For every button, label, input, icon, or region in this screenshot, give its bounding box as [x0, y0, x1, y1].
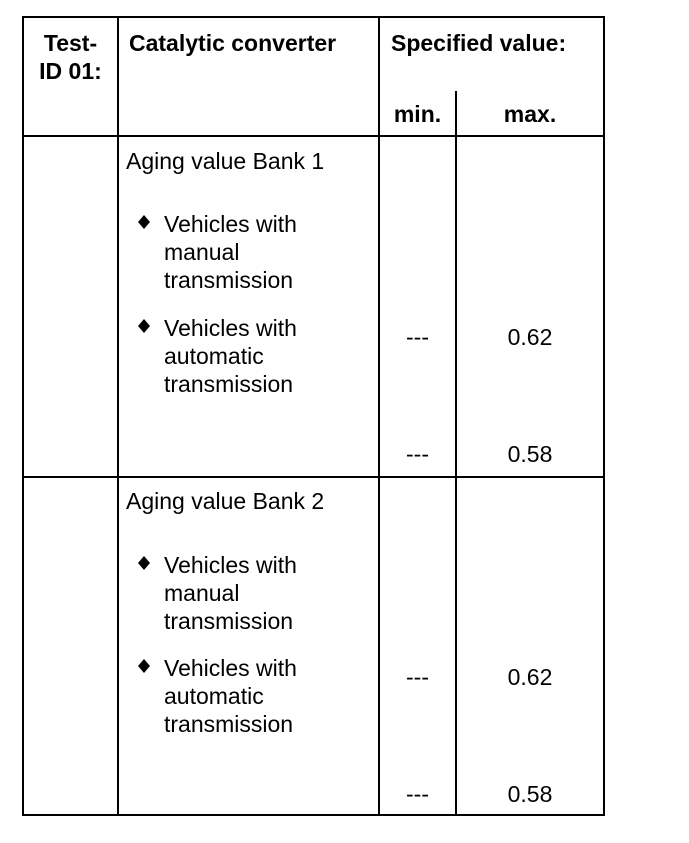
min-header: min. — [393, 101, 442, 127]
diamond-bullet-icon — [137, 659, 151, 673]
section-2-row-1-min: --- — [406, 664, 429, 690]
section-1-row-2-max: 0.58 — [507, 441, 553, 467]
col-divider-1 — [117, 18, 119, 814]
section-1-title: Aging value Bank 1 — [126, 148, 325, 174]
test-id-line2: ID 01: — [39, 58, 102, 84]
section-1-row-1-max: 0.62 — [507, 324, 553, 350]
diamond-bullet-icon — [137, 556, 151, 570]
section-2-row-2-min: --- — [406, 781, 429, 807]
section-2-item-2: Vehicles with automatic transmission — [164, 655, 297, 737]
section-2-title: Aging value Bank 2 — [126, 488, 325, 514]
section-2-item-1: Vehicles with manual transmission — [164, 552, 297, 634]
component-header: Catalytic converter — [129, 30, 337, 56]
max-header: max. — [503, 101, 557, 127]
section-2-row-2-max: 0.58 — [507, 781, 553, 807]
specified-value-header: Specified value: — [391, 30, 567, 56]
diamond-bullet-icon — [137, 215, 151, 229]
section-divider-rule — [24, 476, 603, 478]
section-1-item-2: Vehicles with automatic transmission — [164, 315, 297, 397]
header-bottom-rule — [24, 135, 603, 137]
section-2-row-1-max: 0.62 — [507, 664, 553, 690]
test-id-header — [24, 29, 117, 85]
spec-table — [22, 16, 605, 816]
section-1-row-1-min: --- — [406, 324, 429, 350]
col-divider-2 — [378, 18, 380, 814]
diamond-bullet-icon — [137, 319, 151, 333]
test-id-line1: Test- — [43, 30, 98, 56]
section-1-item-1: Vehicles with manual transmission — [164, 211, 297, 293]
section-1-row-2-min: --- — [406, 441, 429, 467]
